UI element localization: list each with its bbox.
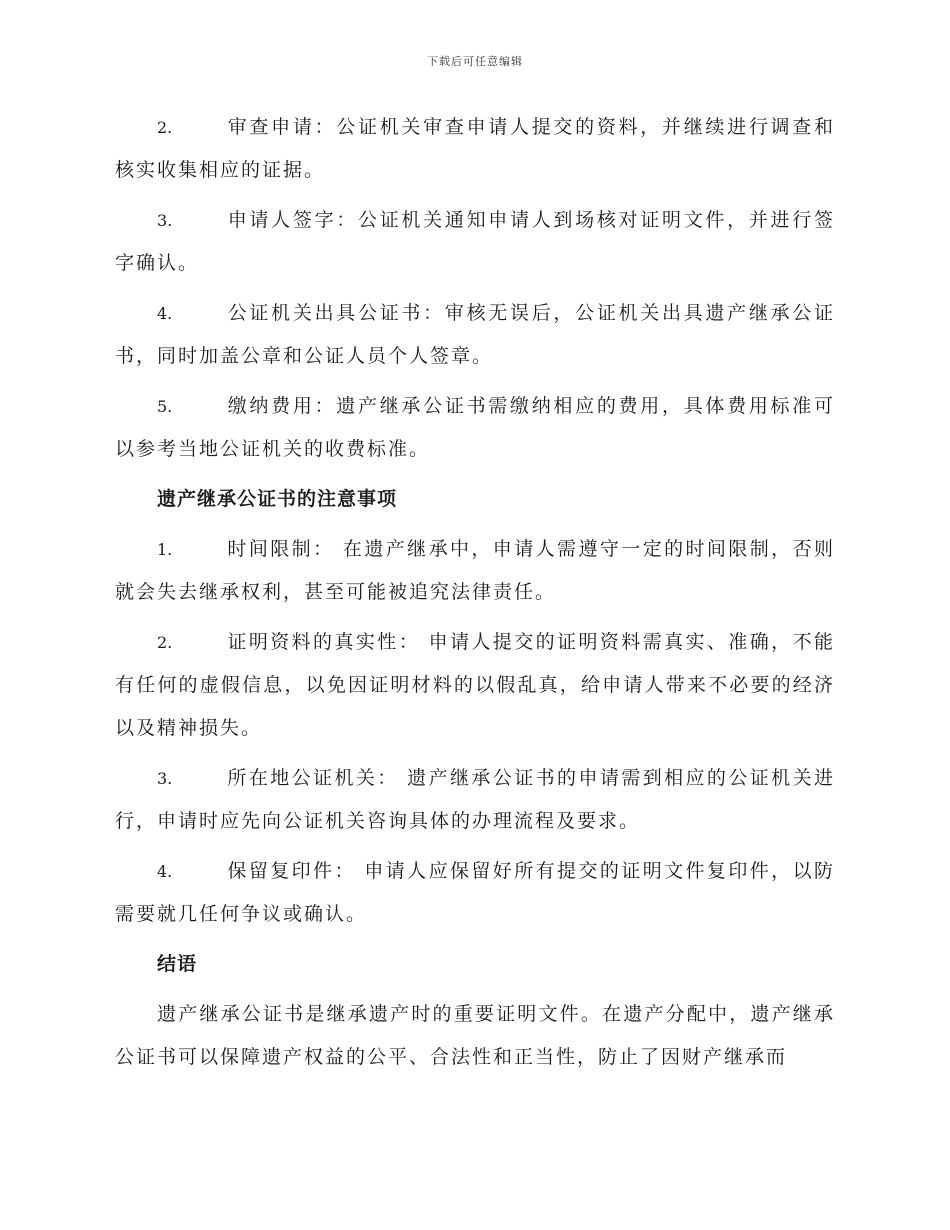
list-item-number: 3. (157, 769, 173, 788)
page-header: 下载后可任意编辑 (427, 55, 523, 68)
list-item (115, 757, 835, 843)
list-item-number: 4. (157, 304, 173, 323)
list-item (115, 292, 835, 378)
list-item-number: 3. (157, 211, 173, 230)
list-item (115, 199, 835, 285)
list-item-number: 2. (157, 633, 173, 652)
list-item-text: 证明资料的真实性： 申请人提交的证明资料需真实、准确，不能有任何的虚假信息，以免因证明材料的以假乱真，给申请人带来不必要的经济以及精神损失。 (115, 631, 835, 739)
list-item-text: 时间限制： 在遗产继承中，申请人需遵守一定的时间限制，否则就会失去继承权利，甚至可能被追究法律责任。 (115, 538, 835, 603)
list-item-text: 申请人签字：公证机关通知申请人到场核对证明文件，并进行签字确认。 (115, 209, 835, 274)
list-item-number: 4. (157, 862, 173, 881)
section-heading-notes: 遗产继承公证书的注意事项 (157, 488, 398, 510)
list-item (115, 850, 835, 936)
conclusion-paragraph: 遗产继承公证书是继承遗产时的重要证明文件。在遗产分配中，遗产继承公证书可以保障遗产权益的公平、合法性和正当性，防止了因财产继承而 (115, 1003, 835, 1068)
list-item-text: 所在地公证机关： 遗产继承公证书的申请需到相应的公证机关进行，申请时应先向公证机关咨询具体的办理流程及要求。 (115, 767, 835, 832)
list-item (115, 528, 835, 614)
list-item-text: 审查申请：公证机关审查申请人提交的资料，并继续进行调查和核实收集相应的证据。 (115, 116, 835, 181)
list-item-number: 2. (157, 118, 173, 137)
list-item-text: 保留复印件： 申请人应保留好所有提交的证明文件复印件，以防需要就几任何争议或确认。 (115, 860, 835, 925)
list-item (115, 385, 835, 471)
list-item (115, 106, 835, 192)
list-item-text: 缴纳费用：遗产继承公证书需缴纳相应的费用，具体费用标准可以参考当地公证机关的收费标准。 (115, 395, 835, 460)
list-item (115, 621, 835, 750)
list-item-text: 公证机关出具公证书：审核无误后，公证机关出具遗产继承公证书，同时加盖公章和公证人员个人签章。 (115, 302, 835, 367)
document-body (115, 106, 835, 1079)
list-item-number: 5. (157, 397, 173, 416)
list-item-number: 1. (157, 540, 173, 559)
section-heading-conclusion: 结语 (157, 953, 198, 975)
